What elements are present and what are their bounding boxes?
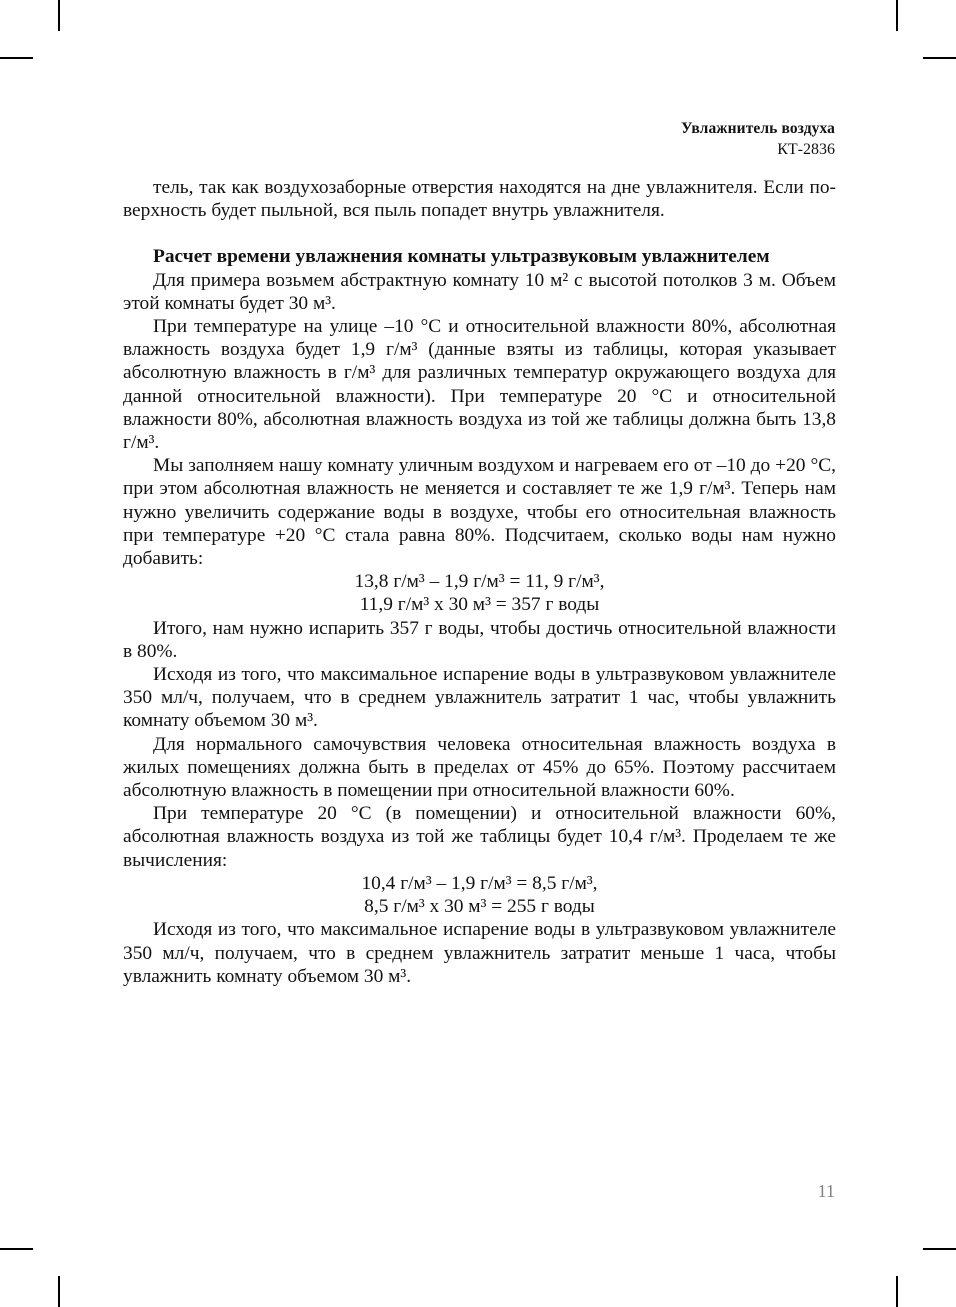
formula-line-2: 11,9 г/м³ х 30 м³ = 357 г воды — [359, 594, 600, 616]
header-model-number: КТ-2836 — [777, 141, 835, 158]
crop-mark-bottom-left-vertical — [58, 1276, 60, 1307]
crop-mark-bottom-left-horizontal — [0, 1248, 33, 1250]
header-product-title: Увлажнитель воздуха — [681, 120, 835, 137]
section-heading: Расчет времени увлажнения комнаты ультразвуковым увлажнителем — [153, 246, 770, 268]
formula-line-1: 13,8 г/м³ – 1,9 г/м³ = 11, 9 г/м³, — [354, 571, 605, 593]
crop-mark-top-left-horizontal — [0, 57, 33, 59]
paragraph-comfort-humidity: Для нормального самочувствия человека относительная влажность воздуха в жилых помещениях должна быть в пределах от 45% до 65%. Поэтому рассчитаем абсолютную влажность в помещении при относительной влажности 60%. — [123, 733, 836, 802]
crop-mark-top-right-horizontal — [923, 57, 956, 59]
crop-mark-top-left-vertical — [58, 0, 60, 31]
crop-mark-top-right-vertical — [896, 0, 898, 31]
formula-line-4: 8,5 г/м³ х 30 м³ = 255 г воды — [364, 896, 595, 918]
paragraph-total-water: Итого, нам нужно испарить 357 г воды, чтобы достичь относительной влажности в 80%. — [123, 617, 836, 662]
paragraph-outside-temperature: При температуре на улице –10 °C и относительной влажности 80%, абсолютная влажность воздуха будет 1,9 г/м³ (данные взяты из таблицы, которая указывает абсолютную влажность в г/м³ для различных температур окружающего воздуха для данной относительной влажности). При температуре 20 °C и относительной влажности 80%, абсолютная влажность воздуха из той же таблицы должна быть 13,8 г/м³. — [123, 316, 836, 454]
body-text-column — [123, 176, 836, 988]
paragraph-heating-air: Мы заполняем нашу комнату уличным воздухом и нагреваем его от –10 до +20 °C, при этом абсолютная влажность не меняется и составляет те же 1,9 г/м³. Теперь нам нужно увеличить содержание воды в воздухе, чтобы его относительная влажность при температуре +20 °C стала равна 80%. Подсчитаем, сколько воды нам нужно добавить: — [123, 455, 836, 570]
paragraph-room-example: Для примера возьмем абстрактную комнату 10 м² с высотой потолков 3 м. Объем этой комнаты будет 30 м³. — [123, 269, 836, 314]
paragraph-evaporation-rate: Исходя из того, что максимальное испарение воды в ультразвуковом увлажнителе 350 мл/ч, получаем, что в среднем увлажнитель затратит 1 час, чтобы увлажнить комнату объемом 30 м³. — [123, 664, 836, 732]
paragraph-indoor-temperature: При температуре 20 °C (в помещении) и относительной влажности 60%, абсолютная влажность воздуха из той же таблицы будет 10,4 г/м³. Проделаем те же вычисления: — [123, 803, 836, 871]
page-number: 11 — [817, 1181, 835, 1201]
paragraph-evaporation-rate-2: Исходя из того, что максимальное испарение воды в ультразвуковом увлажнителе 350 мл/ч, получаем, что в среднем увлажнитель затратит меньше 1 часа, чтобы увлажнить комнату объемом 30 м³. — [123, 919, 836, 987]
running-header — [123, 118, 835, 160]
formula-line-3: 10,4 г/м³ – 1,9 г/м³ = 8,5 г/м³, — [361, 872, 598, 894]
crop-mark-bottom-right-horizontal — [923, 1248, 956, 1250]
crop-mark-bottom-right-vertical — [896, 1276, 898, 1307]
paragraph-continued: тель, так как воздухозаборные отверстия находятся на дне увлажнителя. Если по-верхность будет пыльной, вся пыль попадет внутрь увлажнителя. — [123, 177, 836, 222]
